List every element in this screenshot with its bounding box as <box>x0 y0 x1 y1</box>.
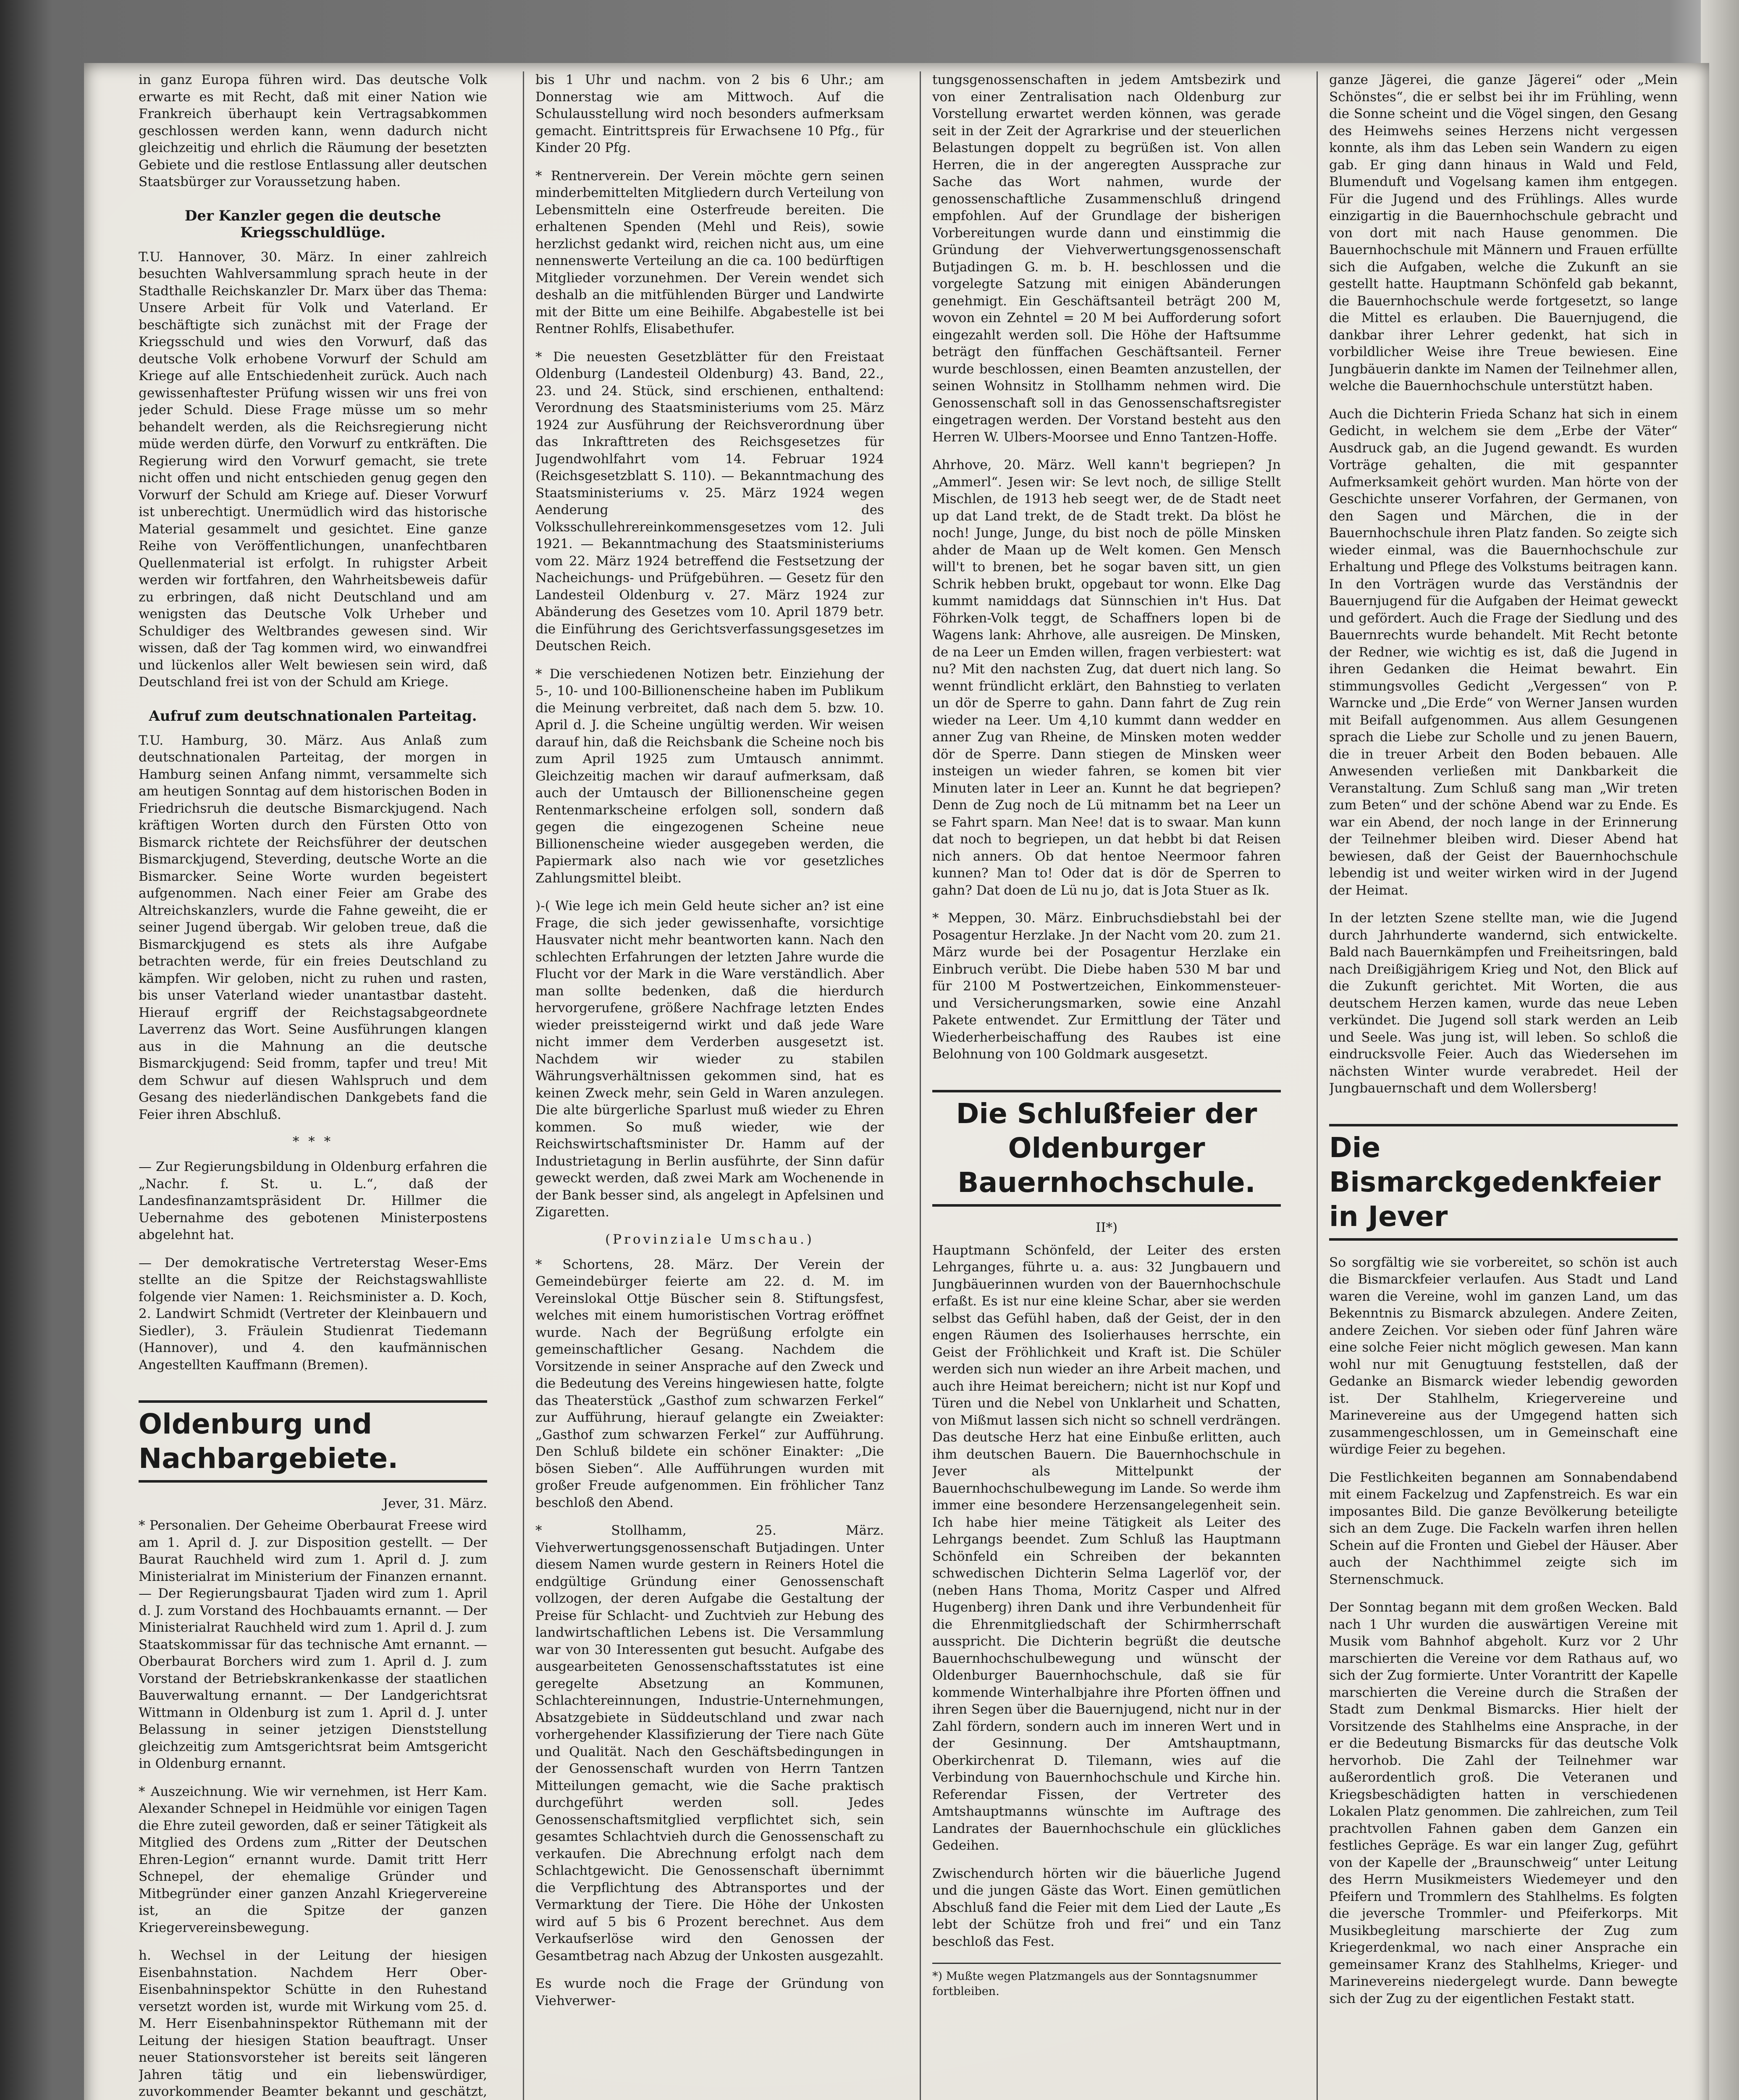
article-paragraph: * Meppen, 30. März. Einbruchsdiebstahl bei der Posagentur Herzlake. Jn der Nacht vom 20. zum 21. März wurde bei der Posagentur Herzlake ein Einbruch verübt. Die Diebe haben 530 M bar und für 2100 M Postwertzeichen, Einkommensteuer- und Versicherungsmarken, sowie eine Anzahl Pakete entwendet. Zur Ermittlung der Täter und Wiederherbeischaffung des Raubes ist eine Belohnung von 100 Goldmark ausgesetzt. <box>932 911 1281 1062</box>
article-headline: Aufruf zum deutschnationalen Parteitag. <box>149 707 477 724</box>
article-paragraph: * Schortens, 28. März. Der Verein der Gemeindebürger feierte am 22. d. M. im Vereinslokal Ottje Büscher sein 8. Stiftungsfest, welches mit einem humoristischen Vortrag eröffnet wurde. Nach der Begrüßung erfolgte ein gemeinschaftlicher Gesang. Nachdem die Vorsitzende in seiner Ansprache auf den Zweck und die Bedeutung des Vereins hingewiesen hatte, folgte das Theaterstück „Gasthof zum schwarzen Ferkel“ zur Aufführung, hierauf gelangte ein Zweiakter: „Gasthof zum schwarzen Ferkel“ zur Aufführung. Den Schluß bildete ein schöner Einakter: „Die bösen Sieben“. Alle Aufführungen wurden mit großer Freude aufgenommen. Ein fröhlicher Tanz beschloß den Abend. <box>535 1257 884 1510</box>
article-paragraph: tungsgenossenschaften in jedem Amtsbezirk und von einer Zentralisation nach Oldenburg zur Vorstellung erwartet werden können, was gerade seit in der Zeit der Agrarkrise und der steuerlichen Belastungen doppelt zu begrüßen ist. Von allen Herren, die in der angeregten Aussprache zur Sache das Wort nahmen, wurde der genossenschaftliche Zusammenschluß dringend empfohlen. Auf der Grundlage der bisherigen Vorbereitungen wurde dann und einstimmig die Gründung der Viehverwertungsgenossenschaft Butjadingen G. m. b. H. beschlossen und die vorgelegte Satzung mit einigen Abänderungen genehmigt. Ein Geschäftsanteil beträgt 200 M, wovon ein Zehntel = 20 M bei Aufforderung sofort eingezahlt werden soll. Die Höhe der Haftsumme beträgt den fünffachen Geschäftsanteil. Ferner wurde beschlossen, einen Beamten anzustellen, der seinen Wohnsitz in Stollhamm nehmen wird. Die Genossenschaft soll in das Genossenschaftsregister eingetragen werden. Der Vorstand besteht aus den Herren W. Ulbers-Moorsee und Enno Tantzen-Hoffe. <box>932 72 1281 445</box>
section-headline: Die Bismarckgedenkfeier in Jever <box>1329 1124 1678 1241</box>
article-paragraph: T.U. Hannover, 30. März. In einer zahlreich besuchten Wahlversammlung sprach heute in der Stadthalle Reichskanzler Dr. Marx über das Thema: Unsere Arbeit für Volk und Vaterland. Er beschäftigte sich zunächst mit der Frage der Kriegsschuld und wies den Vorwurf, daß das deutsche Volk erhobene Vorwurf der Schuld am Kriege auf alle Entschiedenheit zurück. Auch nach gewissenhaftester Prüfung wissen wir uns frei von jeder Schuld. Diese Frage müsse um so mehr behandelt werden, als die Reichsregierung nicht müde werden dürfe, den Vorwurf zu entkräften. Die Regierung wird den Vorwurf gemacht, sie trete nicht offen und nicht entschieden genug gegen den Vorwurf der Schuld am Kriege auf. Dieser Vorwurf ist unberechtigt. Unermüdlich wird das historische Material gesammelt und gesichtet. Eine ganze Reihe von Veröffentlichungen, unanfechtbaren Quellenmaterial ist erfolgt. In ruhigster Arbeit werden wir fortfahren, den Wahrheitsbeweis dafür zu erbringen, daß nicht Deutschland und am wenigsten das Deutsche Volk Urheber und Schuldiger des Weltbrandes gewesen sind. Wir wissen, daß der Tag kommen wird, wo einwandfrei und lückenlos aller Welt bewiesen sein wird, daß Deutschland frei ist von der Schuld am Kriege. <box>139 249 487 690</box>
column-rule <box>1317 71 1318 2100</box>
article-headline: Der Kanzler gegen die deutsche Kriegsschuldlüge. <box>184 207 441 241</box>
dateline: Jever, 31. März. <box>383 1496 487 1511</box>
footnote: *) Mußte wegen Platzmangels aus der Sonntagsnummer fortbleiben. <box>932 1963 1281 1999</box>
column-4 <box>1329 71 1678 2100</box>
article-paragraph: * Rentnerverein. Der Verein möchte gern seinen minderbemittelten Mitgliedern durch Verteilung von Lebensmitteln eine Osterfreude bereiten. Die erhaltenen Spenden (Mehl und Reis), sowie herzlichst gedankt wird, reichen nicht aus, um eine nennenswerte Verteilung an die ca. 100 bedürftigen Mitglieder vorzunehmen. Der Verein wendet sich deshalb an die mitfühlenden Bürger und Landwirte mit der Bitte um eine Beihilfe. Abgabestelle ist bei Rentner Rohlfs, Elisabethufer. <box>535 168 884 336</box>
article-paragraph: * Die neuesten Gesetzblätter für den Freistaat Oldenburg (Landesteil Oldenburg) 43. Band, 22., 23. und 24. Stück, sind erschienen, enthaltend: Verordnung des Staatsministeriums vom 25. März 1924 zur Ausführung der Reichsverordnung über das Inkrafttreten des Reichsgesetzes für Jugendwohlfahrt vom 14. Februar 1924 (Reichsgesetzblatt S. 110). — Bekanntmachung des Staatsministeriums v. 25. März 1924 wegen Aenderung des Volksschullehrereinkommensgesetzes vom 12. Juli 1921. — Bekanntmachung des Staatsministeriums vom 22. März 1924 betreffend die Festsetzung der Nacheichungs- und Prüfgebühren. — Gesetz für den Landesteil Oldenburg v. 27. März 1924 zur Abänderung des Gesetzes vom 10. April 1879 betr. die Einführung des Gerichtsverfassungsgesetzes im Deutschen Reich. <box>535 349 884 654</box>
article-paragraph: * Auszeichnung. Wie wir vernehmen, ist Herr Kam. Alexander Schnepel in Heidmühle vor einigen Tagen die Ehre zuteil geworden, daß er seiner Tätigkeit als Mitglied des Ordens zum „Ritter der Deutschen Ehren-Legion“ ernannt wurde. Damit tritt Herr Schnepel, der ehemalige Gründer und Mitbegründer einer ganzen Anzahl Kriegervereine ist, an die Spitze der ganzen Kriegervereinsbewegung. <box>139 1784 487 1935</box>
article-paragraph: in ganz Europa führen wird. Das deutsche Volk erwarte es mit Recht, daß mit einer Nation wie Frankreich überhaupt kein Vertragsabkommen geschlossen werden kann, wenn dadurch nicht gleichzeitig und ehrlich die Räumung der besetzten Gebiete und die restlose Entlassung aller deutschen Staatsbürger zur Voraussetzung haben. <box>139 72 487 189</box>
section-label: (Provinziale Umschau.) <box>605 1231 814 1247</box>
column-1 <box>139 71 487 2100</box>
column-rule <box>523 71 524 2100</box>
article-paragraph: Hauptmann Schönfeld, der Leiter des ersten Lehrganges, führte u. a. aus: 32 Jungbauern und Jungbäuerinnen wurden von der Bauernhochschule erfaßt. Es ist nur eine kleine Schar, aber sie werden selbst das Gefühl haben, daß der Geist, der in den engen Räumen des Isolierhauses herrschte, ein Geist der Fröhlichkeit und Kraft ist. Die Schüler werden sich nun wieder an ihre Arbeit machen, und auch ihre Heimat bereichern; nicht ist nur Kopf und Türen und die Nebel von Unklarheit und Schatten, von Mißmut lassen sich nicht so schnell verdrängen. Das deutsche Herz hat eine Einbuße erlitten, auch ihm deutschen Bauern. Die Bauernhochschule in Jever als Mittelpunkt der Bauernhochschulbewegung im Lande. So werde ihm immer eine besondere Herzensangelegenheit sein. Ich habe hier meine Tätigkeit als Leiter des Lehrgangs beendet. Zum Schluß las Hauptmann Schönfeld ein Schreiben der bekannten schwedischen Dichterin Selma Lagerlöf vor, der (neben Hans Thoma, Moritz Casper und Alfred Hugenberg) ihren Dank und ihre Verbundenheit für die Ehrenmitgliedschaft der Schirmherrschaft ausspricht. Die Dichterin begrüßt die deutsche Bauernhochschulbewegung und wünscht der Oldenburger Bauernhochschule, daß sie für kommende Winterhalbjahre ihre Pforten öffnen und ihren Segen über die Bauernjugend, nicht nur in der Zahl fördern, sondern auch im inneren Wert und in der Gesinnung. Der Amtshauptmann, Oberkirchenrat D. Tilemann, wies auf die Verbindung von Bauernhochschule und Kirche hin. Referendar Fissen, der Vertreter des Amtshauptmanns wünschte im Auftrage des Landrates der Bauernhochschule ein glückliches Gedeihen. <box>932 1242 1281 1853</box>
article-paragraph: ganze Jägerei, die ganze Jägerei“ oder „Mein Schönstes“, die er selbst bei ihr im Frühling, wenn die Sonne scheint und die Vögel singen, den Gesang des Heimwehs seines Herzens nicht vergessen konnte, als ihm das Leben sein Wandern zu eigen gab. Er ging dann hinaus in Wald und Feld, Blumenduft und Vogelsang kamen ihm entgegen. Für die Jugend und des Frühlings. Alles wurde einzigartig in die Bauernhochschule gebracht und von dort mit nach Hause genommen. Die Bauernhochschule mit Männern und Frauen erfüllte sich die Aufgaben, welche die Zukunft an sie gestellt hatte. Hauptmann Schönfeld gab bekannt, die Bauernhochschule werde fortgesetzt, so lange die Mittel es erlauben. Die Bauernjugend, die dankbar ihrer Lehrer gedenkt, hat sich in vorbildlicher Weise ihre Treue bewiesen. Eine Jungbäuerin dankte im Namen der Teilnehmer allen, welche die Bauernhochschule unterstützt haben. <box>1329 72 1678 394</box>
article-paragraph: Der Sonntag begann mit dem großen Wecken. Bald nach 1 Uhr wurden die auswärtigen Vereine mit Musik vom Bahnhof abgeholt. Kurz vor 2 Uhr marschierten die Vereine vor dem Rathaus auf, wo sich der Zug formierte. Unter Vorantritt der Kapelle marschierten die Vereine durch die Straßen der Stadt zum Denkmal Bismarcks. Hier hielt der Vorsitzende des Stahlhelms eine Ansprache, in der er die Bedeutung Bismarcks für das deutsche Volk hervorhob. Die Zahl der Teilnehmer war außerordentlich groß. Die Veteranen und Kriegsbeschädigten hatten in verschiedenen Lokalen Platz genommen. Die zahlreichen, zum Teil prachtvollen Fahnen gaben dem Ganzen ein festliches Gepräge. Es war ein langer Zug, geführt von der Kapelle der „Braunschweig“ unter Leitung des Herrn Musikmeisters Wiedemeyer und den Pfeifern und Trommlern des Stahlhelms. Es folgten die jeversche Trommler- und Pfeiferkorps. Mit Musikbegleitung marschierte der Zug zum Kriegerdenkmal, wo nach einer Ansprache ein gemeinsamer Kranz des Stahlhelms, Krieger- und Marinevereins niedergelegt wurde. Dann bewegte sich der Zug zu der eigentlichen Festakt statt. <box>1329 1600 1678 2006</box>
part-number: II*) <box>1095 1220 1118 1235</box>
article-paragraph: Die Festlichkeiten begannen am Sonnabendabend mit einem Fackelzug und Zapfenstreich. Es war ein imposantes Bild. Die ganze Bevölkerung beteiligte sich an dem Zuge. Die Fackeln warfen ihren hellen Schein auf die Fronten und Giebel der Häuser. Aber auch der Nachthimmel zeigte sich im Sternenschmuck. <box>1329 1470 1678 1587</box>
section-headline: Die Schlußfeier der Oldenburger Bauernhochschule. <box>932 1090 1281 1207</box>
column-2 <box>535 71 884 2100</box>
article-paragraph: — Zur Regierungsbildung in Oldenburg erfahren die „Nachr. f. St. u. L.“, daß der Landesfinanzamtspräsident Dr. Hillmer die Uebernahme des gebotenen Ministerpostens abgelehnt hat. <box>139 1159 487 1242</box>
article-paragraph: Auch die Dichterin Frieda Schanz hat sich in einem Gedicht, in welchem sie dem „Erbe der Väter“ Ausdruck gab, an die Jugend gewandt. Es wurden Vorträge gehalten, die mit gespannter Aufmerksamkeit gehört wurden. Man hörte von der Geschichte unserer Vorfahren, der Germanen, von den Sagen und Märchen, die in der Bauernhochschule ihren Platz fanden. So zeigte sich wieder einmal, was die Bauernhochschule zur Erhaltung und Pflege des Volkstums beitragen kann. In den Vorträgen wurde das Verständnis der Bauernjugend für die Aufgaben der Heimat geweckt und gefördert. Auch die Frage der Siedlung und des Bauernrechts wurde behandelt. Mit Recht betonte der Redner, wie wichtig es ist, daß die Jugend in ihren Gedanken die Heimat bewahrt. Ein stimmungsvolles Gedicht „Vergessen“ von P. Warncke und „Die Erde“ von Werner Jansen wurden mit Beifall aufgenommen. Aus allem Gesungenen sprach die Liebe zur Scholle und zu jenen Bauern, die in treuer Arbeit den Boden bebauen. Alle Anwesenden verließen mit Dankbarkeit die Veranstaltung. Zum Schluß sang man „Wir treten zum Beten“ und der schöne Abend war zu Ende. Es war ein Abend, der noch lange in der Erinnerung der Teilnehmer bleiben wird. Dieser Abend hat bewiesen, daß der Geist der Bauernhochschule lebendig ist und weiter wirken wird in der Jugend der Heimat. <box>1329 406 1678 898</box>
column-3 <box>932 71 1281 2100</box>
article-paragraph: — Der demokratische Vertreterstag Weser-Ems stellte an die Spitze der Reichstagswahlliste folgende vier Namen: 1. Reichsminister a. D. Koch, 2. Landwirt Schmidt (Vertreter der Kleinbauern und Siedler), 3. Fräulein Studienrat Tiedemann (Hannover), und 4. den kaufmännischen Angestellten Kauffmann (Bremen). <box>139 1255 487 1373</box>
article-paragraph: In der letzten Szene stellte man, wie die Jugend durch Jahrhunderte wandernd, sich entwickelte. Bald nach Bauernkämpfen und Freiheitsringen, bald nach Dreißigjährigem Krieg und Not, den Blick auf die Zukunft gerichtet. Mit Worten, die aus deutschem Herzen kamen, wurde das neue Leben verkündet. Die Jugend soll stark werden an Leib und Seele. Was jung ist, will leben. So schloß die eindrucksvolle Feier. Auch das Wiedersehen im nächsten Winter wurde verabredet. Heil der Jungbauernschaft und dem Wollersberg! <box>1329 911 1678 1096</box>
article-paragraph: T.U. Hamburg, 30. März. Aus Anlaß zum deutschnationalen Parteitag, der morgen in Hamburg seinen Anfang nimmt, versammelte sich am heutigen Sonntag auf dem historischen Boden in Friedrichsruh die deutsche Bismarckjugend. Nach kräftigen Worten durch den Fürsten Otto von Bismarck richtete der Reichsführer der deutschen Bismarckjugend, Steverding, deutsche Worte an die Bismarcker. Seine Worte wurden begeistert aufgenommen. Nach einer Feier am Grabe des Altreichskanzlers, wurde die Fahne geweiht, die er seiner Jugend übergab. Wir geloben treue, daß die Bismarckjugend es stets als ihre Aufgabe betrachten werde, für ein freies Deutschland zu kämpfen. Wir geloben, nicht zu ruhen und rasten, bis unser Vaterland wieder unantastbar dasteht. Hierauf ergriff der Reichstagsabgeordnete Laverrenz das Wort. Seine Ausführungen klangen aus in die Mahnung an die deutsche Bismarckjugend: Seid fromm, tapfer und treu! Mit dem Schwur auf diesen Wahlspruch und dem Gesang des niederländischen Dankgebets fand die Feier ihren Abschluß. <box>139 732 487 1122</box>
article-paragraph: * Stollhamm, 25. März. Viehverwertungsgenossenschaft Butjadingen. Unter diesem Namen wurde gestern in Reiners Hotel die endgültige Gründung einer Genossenschaft vollzogen, der deren Aufgabe die Gestaltung der Preise für Schlacht- und Zuchtvieh zur Hebung des landwirtschaftlichen Lebens ist. Die Versammlung war von 30 Interessenten gut besucht. Aufgabe des ausgearbeiteten Genossenschaftsstatutes ist eine geregelte Absetzung an Kommunen, Schlachtereinnungen, Industrie-Unternehmungen, Absatzgebiete in Süddeutschland und zwar nach vorhergehender Klassifizierung der Tiere nach Güte und Qualität. Nach den Geschäftsbedingungen in der Genossenschaft wurden von Herrn Tantzen Mitteilungen gemacht, wie die Sache praktisch durchgeführt werden soll. Jedes Genossenschaftsmitglied verpflichtet sich, sein gesamtes Schlachtvieh durch die Genossenschaft zu verkaufen. Die Abrechnung erfolgt nach dem Schlachtgewicht. Die Genossenschaft übernimmt die Verpflichtung des Abtransportes und der Vermarktung der Tiere. Die Höhe der Unkosten wird auf 5 bis 6 Prozent berechnet. Aus dem Verkaufserlöse wird den Genossen der Gesamtbetrag nach Abzug der Unkosten ausgezahlt. <box>535 1523 884 1964</box>
column-rule <box>920 71 921 2100</box>
article-paragraph: * Die verschiedenen Notizen betr. Einziehung der 5-, 10- und 100-Billionenscheine haben im Publikum die Meinung verbreitet, daß nach dem 5. bzw. 10. April d. J. die Scheine ungültig werden. Wir weisen darauf hin, daß die Reichsbank die Scheine noch bis zum April 1925 zum Umtausch annimmt. Gleichzeitig machen wir darauf aufmerksam, daß auch der Umtausch der Billionenscheine gegen Rentenmarkscheine erfolgen soll, sondern daß gegen die eingezogenen Scheine neue Billionenscheine wieder ausgegeben werden, die Papiermark also nach wie vor gesetzliches Zahlungsmittel bleibt. <box>535 666 884 886</box>
separator: * * * <box>292 1134 333 1149</box>
article-paragraph: )-( Wie lege ich mein Geld heute sicher an? ist eine Frage, die sich jeder gewissenhafte, vorsichtige Hausvater nicht mehr beantworten kann. Nach den schlechten Erfahrungen der letzten Jahre wurde die Flucht vor der Mark in die Ware verständlich. Aber man sollte bedenken, daß die hierdurch hervorgerufene, größere Nachfrage letzten Endes wieder preissteigernd wirkt und daß jede Ware nicht immer dem Verderben ausgesetzt ist. Nachdem wir wieder zu stabilen Währungsverhältnissen gekommen sind, hat es keinen Zweck mehr, sein Geld in Waren anzulegen. Die alte bürgerliche Sparlust muß wieder zu Ehren kommen. So muß wieder, wie der Reichswirtschaftsminister Dr. Hamm auf der Industrietagung in Berlin ausführte, der Sinn dafür geweckt werden, daß zwei Mark am Wochenende in der Bank besser sind, als angelegt in Apfelsinen und Zigaretten. <box>535 898 884 1220</box>
article-paragraph: Es wurde noch die Frage der Gründung von Viehverwer- <box>535 1976 884 2008</box>
article-paragraph: So sorgfältig wie sie vorbereitet, so schön ist auch die Bismarckfeier verlaufen. Aus Stadt und Land waren die Vereine, wohl im ganzen Land, um das Bekenntnis zu Bismarck abzulegen. Andere Zeiten, andere Zeichen. Vor sieben oder fünf Jahren wäre eine solche Feier nicht möglich gewesen. Man kann wohl nur mit Genugtuung feststellen, daß der Gedanke an Bismarck wieder lebendig geworden ist. Der Stahlhelm, Kriegervereine und Marinevereine aus der Umgegend hatten sich zusammengeschlossen, um in Gemeinschaft eine würdige Feier zu begehen. <box>1329 1255 1678 1457</box>
article-paragraph: * Personalien. Der Geheime Oberbaurat Freese wird am 1. April d. J. zur Disposition gestellt. — Der Baurat Rauchheld wird zum 1. April d. J. zum Ministerialrat im Ministerium der Finanzen ernannt. — Der Regierungsbaurat Tjaden wird zum 1. April d. J. zum Vorstand des Hochbauamts ernannt. — Der Ministerialrat Rauchheld wird zum 1. April d. J. zum Staatskommissar für das technische Amt ernannt. — Oberbaurat Borchers wird zum 1. April d. J. zum Vorstand der Betriebskrankenkasse der staatlichen Bauverwaltung ernannt. — Der Landgerichtsrat Wittmann in Oldenburg ist zum 1. April d. J. unter Belassung in seiner jetzigen Dienststellung gleichzeitig zum Amtsgerichtsrat beim Amtsgericht in Oldenburg ernannt. <box>139 1518 487 1771</box>
article-paragraph: Ahrhove, 20. März. Well kann't begriepen? Jn „Ammerl“. Jesen wir: Se levt noch, de sillige Stellt Mischlen, de 1913 heb seegt wer, de de Stadt neet up dat Land trekt, de de Stadt trekt. Da blöst he noch! Junge, Junge, du bist noch de pölle Minsken ahder de Maan up de Welt komen. Gen Mensch will't to brenen, bet he sogar baven sitt, un gien Schrik hebben brukt, opgebaut tor wonn. Elke Dag kummt namiddags dat Sünnschien in't Hus. Dat Föhrken-Volk teggt, de Schaffners lopen bi de Wagens lank: Ahrhove, alle ausreigen. De Minsken, de na Leer un Emden willen, fragen verbiestert: wat nu? Mit den nachsten Zug, dat duert nich lang. So wennt fründlicht erklärt, den Bahnstieg to verlaten un dör de Sperre to gahn. Dann fahrt de Zug rein wieder na Leer. Um 4,10 kummt dann wedder en anner Zug van Rheine, de Minsken moten wedder dör de Sperre. Dann stiegen de Minsken weer insteigen un wieder fahren, se komen bit vier Minuten later in Leer an. Kunnt he dat begriepen? Denn de Zug noch de Lü mitnamm bet na Leer un se Fahrt sparn. Man Nee! dat is to swaar. Man kunn dat noch to begriepen, un dat hebbt bi dat Reisen nich anners. Ob dat hentoe Neermoor fahren kunnen? Man to! Oder dat is dör de Sperren to gahn? Dat doen de Lü nu jo, dat is Jota Stuer as Ik. <box>932 457 1281 898</box>
article-paragraph: bis 1 Uhr und nachm. von 2 bis 6 Uhr.; am Donnerstag wie am Mittwoch. Auf die Schulausstellung wird noch besonders aufmerksam gemacht. Eintrittspreis für Erwachsene 10 Pfg., für Kinder 20 Pfg. <box>535 72 884 155</box>
article-paragraph: h. Wechsel in der Leitung der hiesigen Eisenbahnstation. Nachdem Herr Ober-Eisenbahninspektor Schütte in den Ruhestand versetzt worden ist, wurde mit Wirkung vom 25. d. M. Herr Eisenbahninspektor Rüthemann mit der Leitung der hiesigen Station beauftragt. Unser neuer Stationsvorsteher ist bereits seit längeren Jahren tätig und ein liebenswürdiger, zuvorkommender Beamter bekannt und geschätzt, <box>139 1948 487 2099</box>
section-headline: Oldenburg und Nachbargebiete. <box>139 1400 487 1483</box>
article-paragraph: Zwischendurch hörten wir die bäuerliche Jugend und die jungen Gäste das Wort. Einen gemütlichen Abschluß fand die Feier mit dem Lied der Laute „Es lebt der Schütze froh und frei“ und ein Tanz beschloß das Fest. <box>932 1866 1281 1949</box>
